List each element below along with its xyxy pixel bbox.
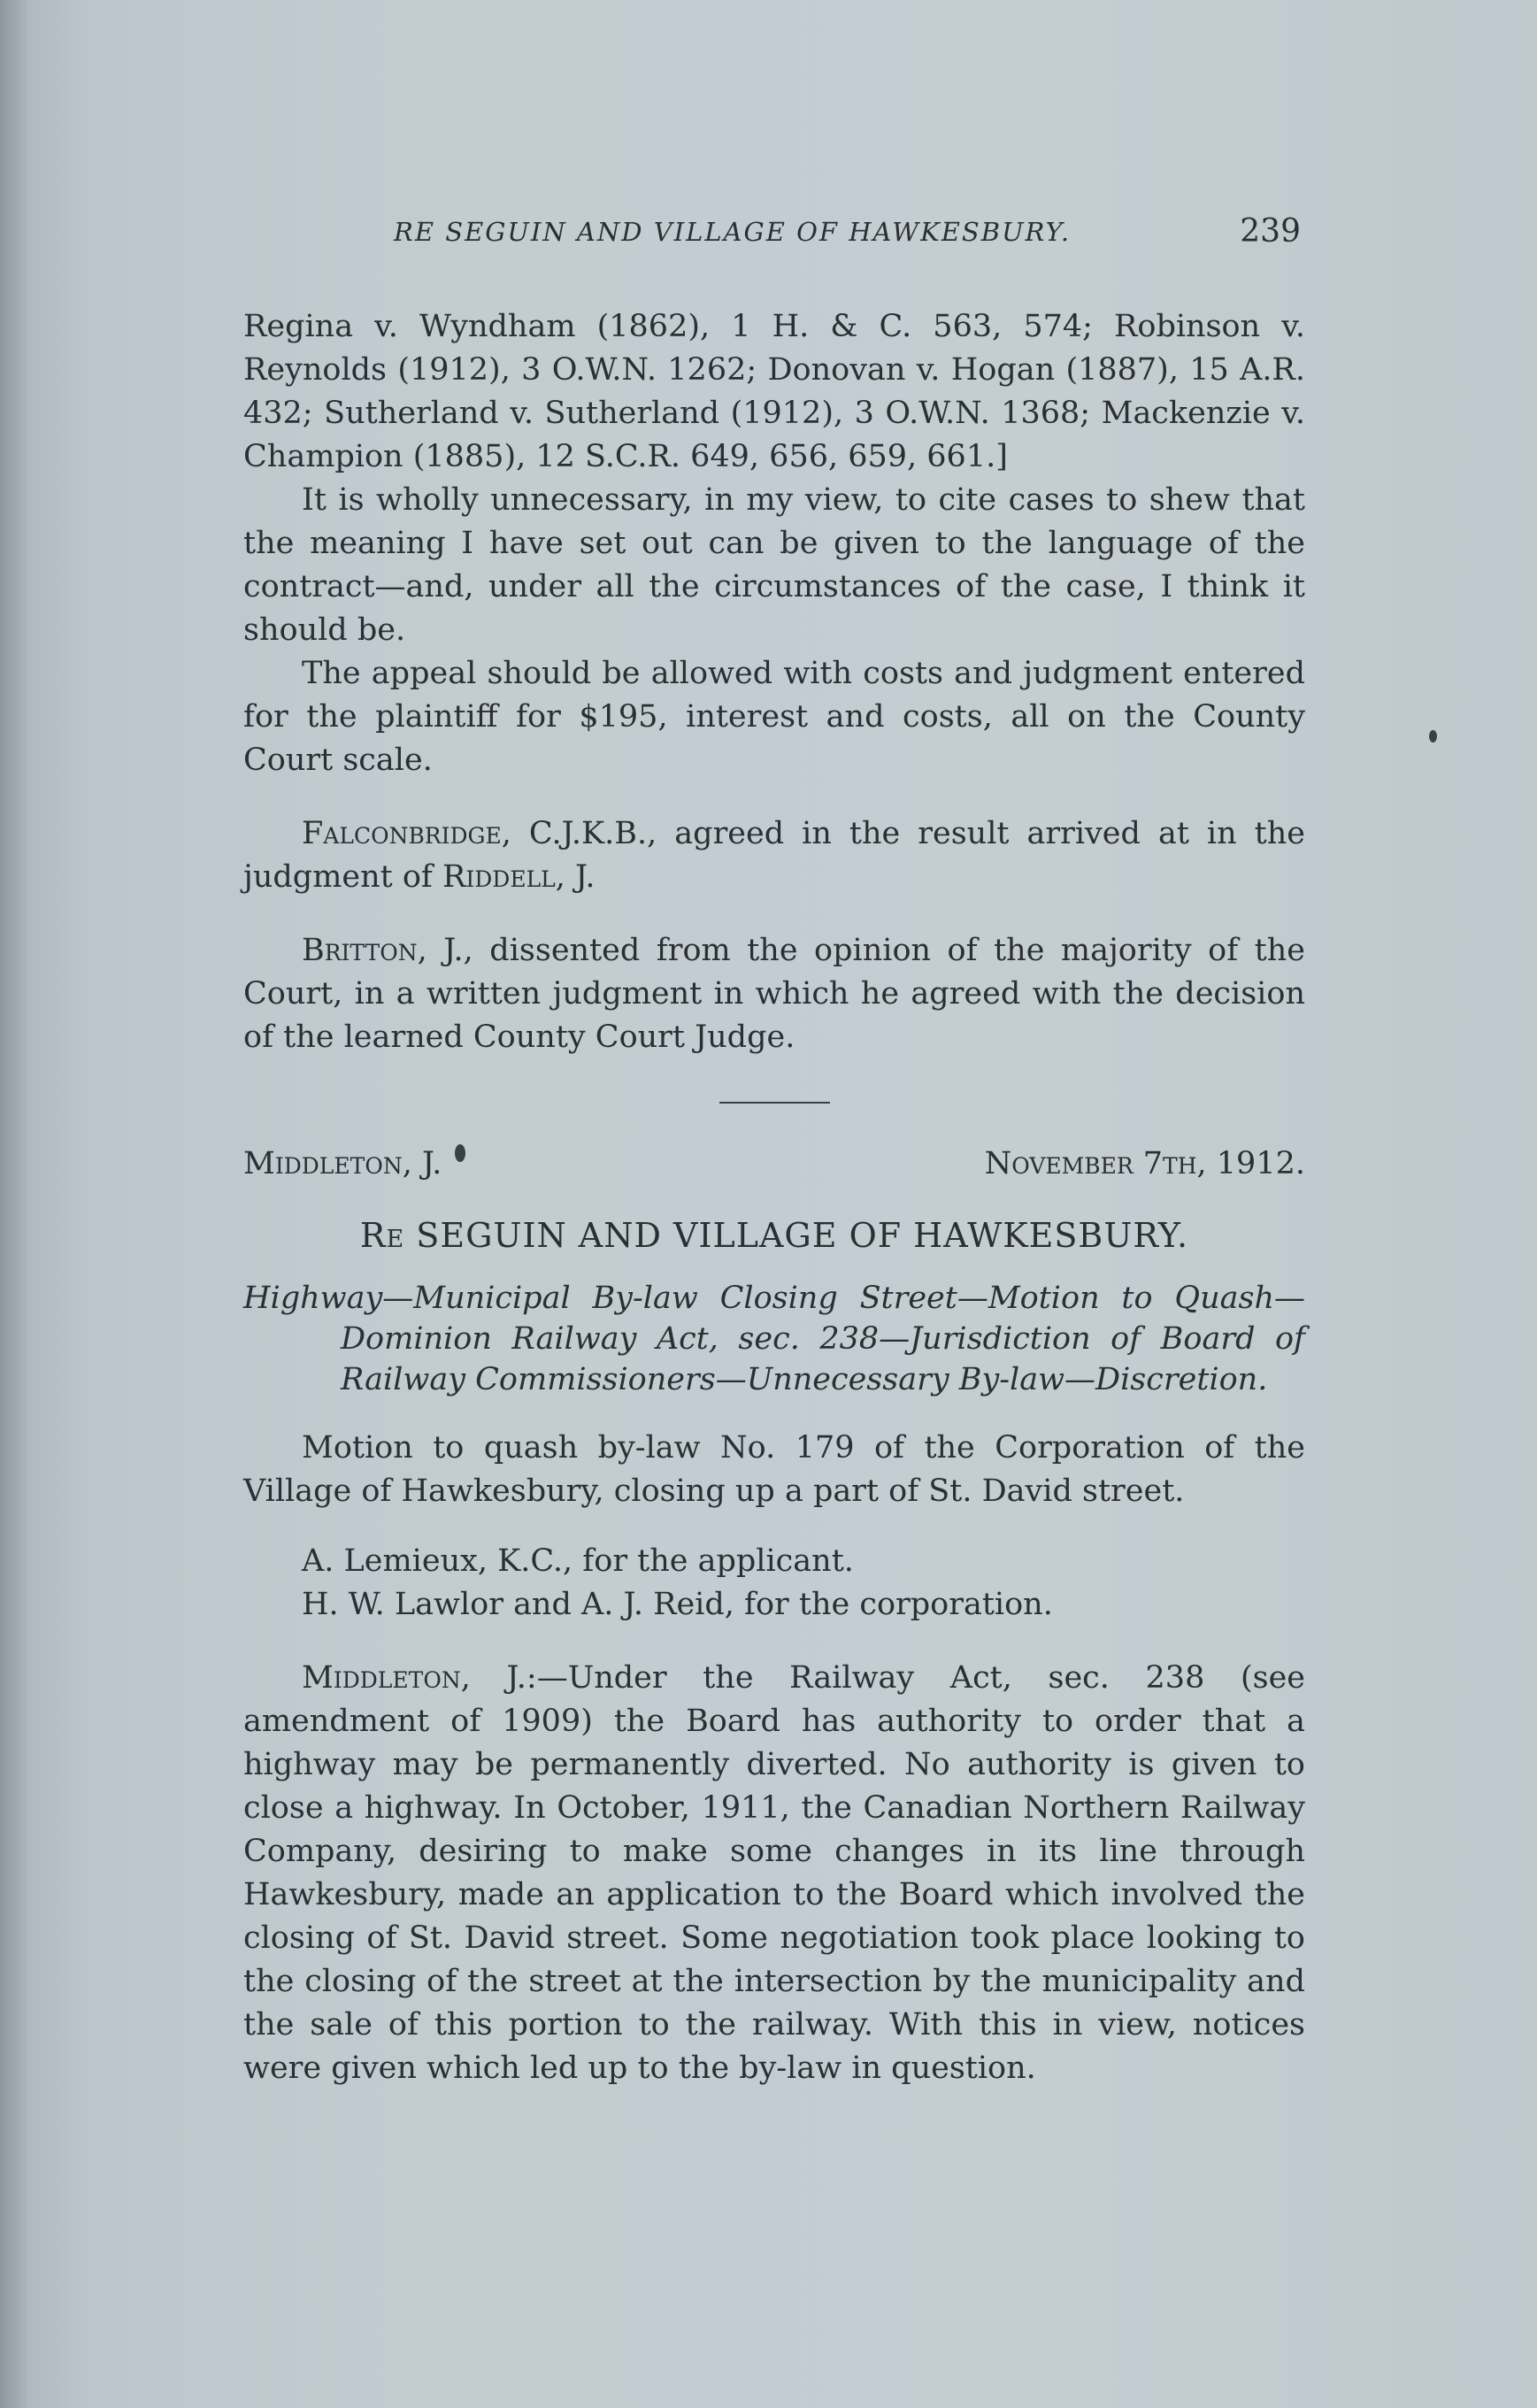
judge-name-falconbridge: Falconbridge	[302, 816, 502, 851]
britton-text: , J., dissented from the opinion of the majority of the Court, in a written judgment in which he agreed with the decision of the learned County Court Judge.	[243, 933, 1305, 1055]
case-date: November 7th, 1912.	[984, 1146, 1305, 1181]
page-number: 239	[1240, 213, 1301, 250]
case-dateline	[243, 1142, 1305, 1186]
paragraph-appeal: The appeal should be allowed with costs and judgment entered for the plaintiff for $195, interest and costs, all on the County Court scale.	[243, 656, 1305, 778]
section-divider	[719, 1102, 830, 1104]
ink-speck	[455, 1144, 465, 1162]
citations-paragraph: Regina v. Wyndham (1862), 1 H. & C. 563, 574; Robinson v. Reynolds (1912), 3 O.W.N. 1262; Donovan v. Hogan (1887), 15 A.R. 432; Sutherland v. Sutherland (1912), 3 O.W.N. 1368; Mackenzie v. Champion (1885), 12 S.C.R. 649, 656, 659, 661.]	[243, 309, 1305, 474]
counsel-applicant: A. Lemieux, K.C., for the applicant.	[302, 1543, 854, 1579]
text-column	[243, 305, 1305, 2090]
paragraph-unnecessary: It is wholly unnecessary, in my view, to cite cases to shew that the meaning I have set out can be given to the language of the contract—and, under all the circumstances of the case, I think it should be.	[243, 482, 1305, 648]
falconbridge-text: , C.J.K.B., agreed in the result arrived at in the judgment of	[243, 816, 1305, 895]
headnote: Highway—Municipal By-law Closing Street—Motion to Quash—Dominion Railway Act, sec. 238—Jurisdiction of Board of Railway Commissioners—Unnecessary By-law—Discretion.	[243, 1281, 1305, 1397]
judge-name-riddell: Riddell	[442, 859, 556, 895]
running-head: RE SEGUIN AND VILLAGE OF HAWKESBURY.	[394, 217, 1072, 247]
paragraph-falconbridge	[243, 812, 1305, 899]
case-judge: Middleton, J.	[243, 1146, 442, 1181]
case-title	[243, 1212, 1305, 1258]
riddell-suffix: , J.	[555, 859, 596, 895]
counsel-corporation: H. W. Lawlor and A. J. Reid, for the corporation.	[302, 1587, 1053, 1622]
paragraph-britton	[243, 929, 1305, 1059]
judgment-judge: Middleton, J.	[302, 1660, 526, 1696]
judgment-paragraph	[243, 1657, 1305, 2090]
motion-paragraph: Motion to quash by-law No. 179 of the Corporation of the Village of Hawkesbury, closing up a part of St. David street.	[243, 1430, 1305, 1509]
ink-speck	[1429, 730, 1437, 742]
judgment-text: :—Under the Railway Act, sec. 238 (see amendment of 1909) the Board has authority to order that a highway may be permanently diverted. No authority is given to close a highway. In October, 1911, the Canadian Northern Railway Company, desiring to make some changes in its line through Hawkesbury, made an application to the Board which involved the closing of St. David street. Some negotiation took place looking to the closing of the street at the intersection by the municipality and the sale of this portion to the railway. With this in view, notices were given which led up to the by-law in question.	[243, 1660, 1306, 2086]
page-gutter	[0, 0, 27, 2408]
judge-name-britton: Britton	[302, 933, 418, 968]
case-title-prefix: Re	[359, 1216, 405, 1255]
page-header	[239, 213, 1301, 261]
case-title-rest: SEGUIN AND VILLAGE OF HAWKESBURY.	[404, 1216, 1189, 1255]
